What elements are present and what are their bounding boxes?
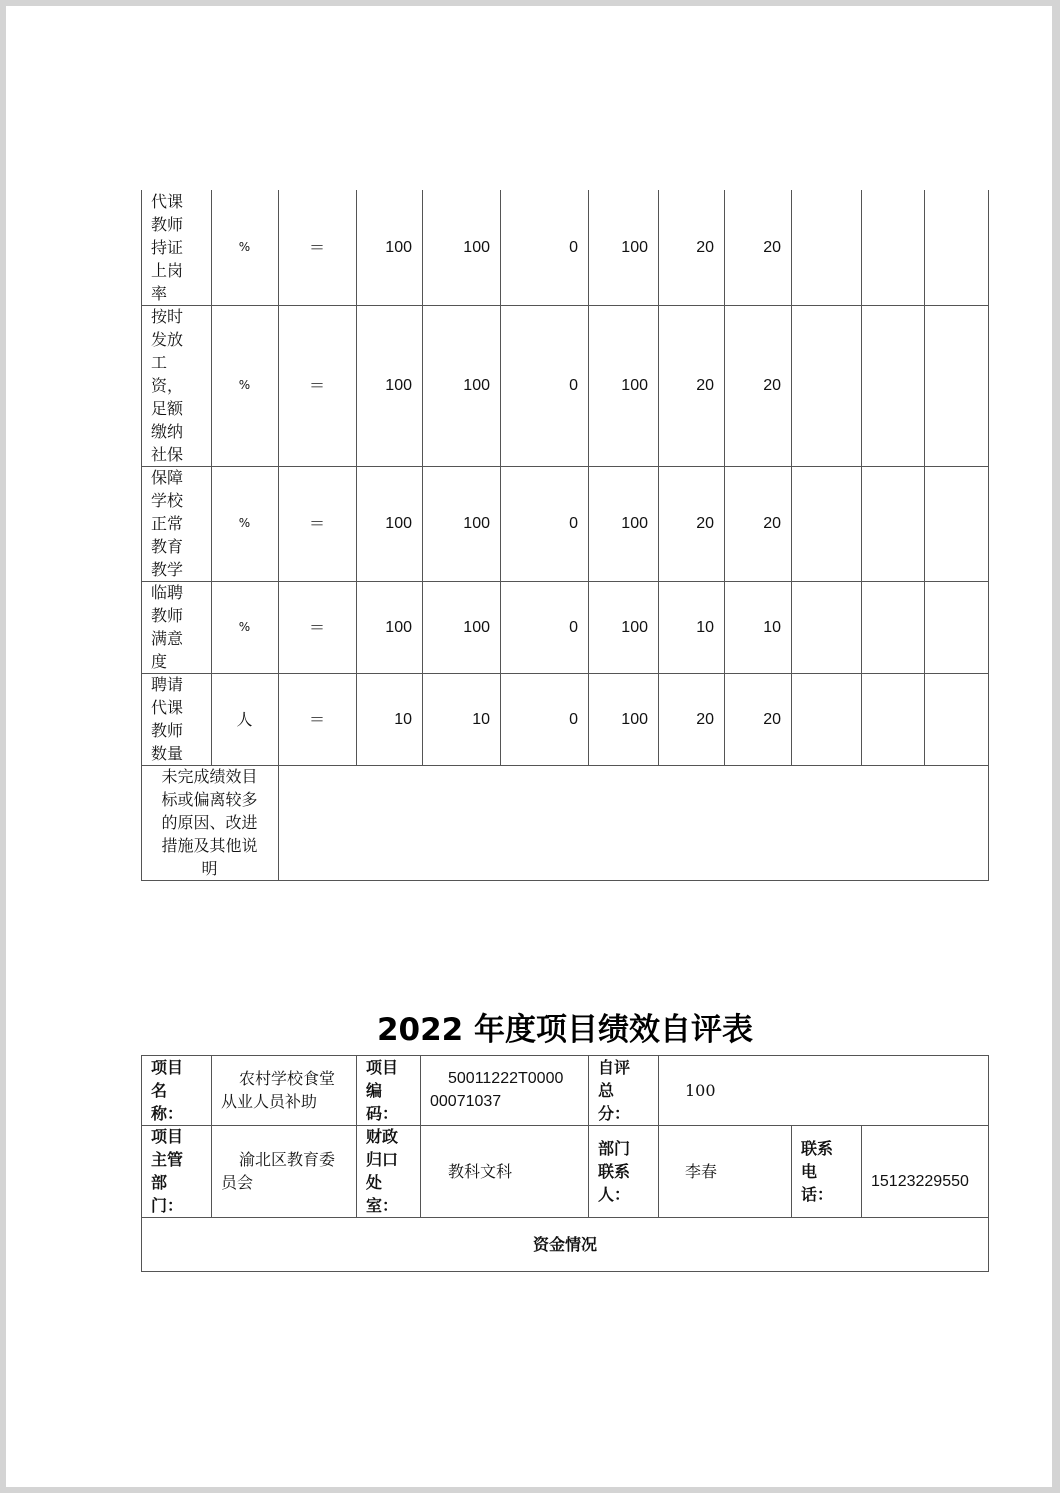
table-column-border xyxy=(791,190,792,765)
text-line: 的原因、改进 xyxy=(161,813,258,832)
indicator-name xyxy=(146,673,208,765)
indicator-operator: ＝ xyxy=(308,709,325,729)
text-line: 度 xyxy=(151,652,168,671)
table-column-border xyxy=(988,765,989,881)
text-line: 发放 xyxy=(151,330,184,349)
indicator-value: 20 xyxy=(763,239,781,256)
text-line: 门： xyxy=(151,1196,184,1215)
text-line: 话： xyxy=(801,1184,834,1204)
text-line: 处 xyxy=(366,1173,383,1192)
project-code-value xyxy=(420,1055,588,1125)
project-name-value xyxy=(211,1055,356,1125)
text-line: 数量 xyxy=(151,744,184,763)
text-line: 员会 xyxy=(221,1173,254,1192)
indicator-value: 20 xyxy=(763,377,781,394)
indicator-operator: ＝ xyxy=(308,514,325,533)
table-column-border xyxy=(988,190,989,765)
indicator-value: 0 xyxy=(569,239,578,256)
indicator-value: 100 xyxy=(463,377,490,394)
text-line: 教师 xyxy=(151,606,184,625)
text-line: 部门 xyxy=(598,1138,631,1158)
finance-office-value: 教科文科 xyxy=(448,1161,513,1181)
document-page xyxy=(6,6,1052,1487)
department-value xyxy=(211,1125,356,1217)
text-line: 工 xyxy=(151,353,168,372)
text-line: 率 xyxy=(151,284,168,303)
text-line: 00071037 xyxy=(430,1093,502,1110)
indicator-operator: ＝ xyxy=(308,238,325,257)
text-line: 部 xyxy=(151,1173,168,1192)
contact-value: 李春 xyxy=(685,1161,718,1181)
indicator-value: 100 xyxy=(621,618,648,636)
indicator-unit: % xyxy=(238,240,251,254)
self-score-value: 100 xyxy=(685,1080,716,1100)
text-line: 标或偏离较多 xyxy=(161,790,258,809)
text-line: 社保 xyxy=(151,445,184,464)
indicator-operator: ＝ xyxy=(308,376,325,395)
text-line: 足额 xyxy=(151,399,184,418)
form-border xyxy=(141,1271,989,1272)
text-line: 教师 xyxy=(151,721,184,740)
text-line: 教学 xyxy=(151,560,184,579)
indicator-value: 20 xyxy=(696,377,714,394)
text-line: 人： xyxy=(598,1184,631,1204)
text-line: 学校 xyxy=(151,491,184,510)
indicator-unit: % xyxy=(238,378,251,392)
text-line: 教育 xyxy=(151,537,184,556)
text-line: 持证 xyxy=(151,238,184,257)
text-line: 教师 xyxy=(151,215,184,234)
indicator-value: 100 xyxy=(621,515,648,532)
indicator-name xyxy=(146,581,208,673)
indicator-value: 10 xyxy=(763,618,781,636)
indicator-operator: ＝ xyxy=(308,617,325,637)
remark-label xyxy=(141,765,278,880)
indicator-name xyxy=(146,305,208,466)
remark-value xyxy=(278,765,988,880)
text-line: 农村学校食堂 xyxy=(239,1069,336,1088)
indicator-value: 100 xyxy=(621,239,648,256)
text-line: 保障 xyxy=(151,468,184,487)
indicator-value: 20 xyxy=(696,239,714,256)
text-line: 自评 xyxy=(598,1057,631,1077)
text-line: 归口 xyxy=(366,1150,399,1169)
text-line: 资， xyxy=(151,376,184,395)
indicator-value: 100 xyxy=(463,515,490,532)
indicator-value: 20 xyxy=(763,710,781,728)
indicator-value: 0 xyxy=(569,515,578,532)
text-line: 措施及其他说 xyxy=(161,836,258,855)
indicator-value: 20 xyxy=(696,515,714,532)
text-line: 联系 xyxy=(801,1138,834,1158)
table-column-border xyxy=(861,190,862,765)
text-line: 代课 xyxy=(151,192,184,211)
text-line: 缴纳 xyxy=(151,422,184,441)
text-line: 项目 xyxy=(151,1127,184,1146)
text-line: 明 xyxy=(201,859,218,878)
text-line: 项目 xyxy=(366,1057,399,1077)
text-line: 称： xyxy=(151,1103,184,1123)
indicator-value: 10 xyxy=(696,618,714,636)
text-line: 码： xyxy=(366,1103,399,1123)
text-line: 正常 xyxy=(151,514,184,533)
indicator-value: 100 xyxy=(621,710,648,728)
indicator-value: 100 xyxy=(463,239,490,256)
indicator-value: 100 xyxy=(385,239,412,256)
indicator-value: 100 xyxy=(621,377,648,394)
project-name-label xyxy=(141,1055,211,1125)
project-code-label xyxy=(356,1055,420,1125)
indicator-unit: 人 xyxy=(236,709,253,729)
text-line: 主管 xyxy=(151,1150,184,1169)
self-score-label xyxy=(588,1055,658,1125)
finance-office-label xyxy=(356,1125,420,1217)
text-line: 聘请 xyxy=(151,675,184,694)
text-line: 按时 xyxy=(151,307,184,326)
text-line: 上岗 xyxy=(151,261,184,280)
indicator-value: 100 xyxy=(385,618,412,636)
phone-label xyxy=(791,1125,861,1217)
indicator-value: 10 xyxy=(394,710,412,728)
form-title: 2022 年度项目绩效自评表 xyxy=(376,1012,754,1048)
text-line: 未完成绩效目 xyxy=(161,767,258,786)
indicator-value: 0 xyxy=(569,710,578,728)
table-bottom-border xyxy=(141,880,989,881)
indicator-value: 20 xyxy=(763,515,781,532)
table-column-border xyxy=(141,190,142,765)
text-line: 电 xyxy=(801,1161,818,1181)
text-line: 分： xyxy=(598,1103,631,1123)
funds-heading: 资金情况 xyxy=(532,1234,597,1254)
text-line: 室： xyxy=(366,1196,399,1215)
text-line: 名 xyxy=(151,1080,168,1100)
text-line: 项目 xyxy=(151,1057,184,1077)
indicator-unit: % xyxy=(238,619,251,634)
text-line: 代课 xyxy=(151,698,184,717)
indicator-value: 20 xyxy=(696,710,714,728)
text-line: 临聘 xyxy=(151,583,184,602)
indicator-value: 0 xyxy=(569,377,578,394)
indicator-name xyxy=(146,190,208,305)
indicator-unit: % xyxy=(238,516,251,530)
indicator-value: 10 xyxy=(472,710,490,728)
indicator-value: 100 xyxy=(385,377,412,394)
text-line: 总 xyxy=(598,1080,615,1100)
text-line: 联系 xyxy=(598,1161,631,1181)
text-line: 编 xyxy=(366,1080,383,1100)
text-line: 50011222T0000 xyxy=(448,1070,564,1087)
indicator-value: 100 xyxy=(463,618,490,636)
indicator-value: 100 xyxy=(385,515,412,532)
table-column-border xyxy=(924,190,925,765)
indicator-value: 0 xyxy=(569,618,578,636)
text-line: 财政 xyxy=(366,1127,399,1146)
indicator-name xyxy=(146,466,208,581)
text-line: 满意 xyxy=(151,629,184,648)
contact-label xyxy=(588,1125,658,1217)
department-label xyxy=(141,1125,211,1217)
text-line: 从业人员补助 xyxy=(221,1092,318,1111)
phone-value: 15123229550 xyxy=(871,1172,969,1190)
text-line: 渝北区教育委 xyxy=(239,1150,336,1169)
